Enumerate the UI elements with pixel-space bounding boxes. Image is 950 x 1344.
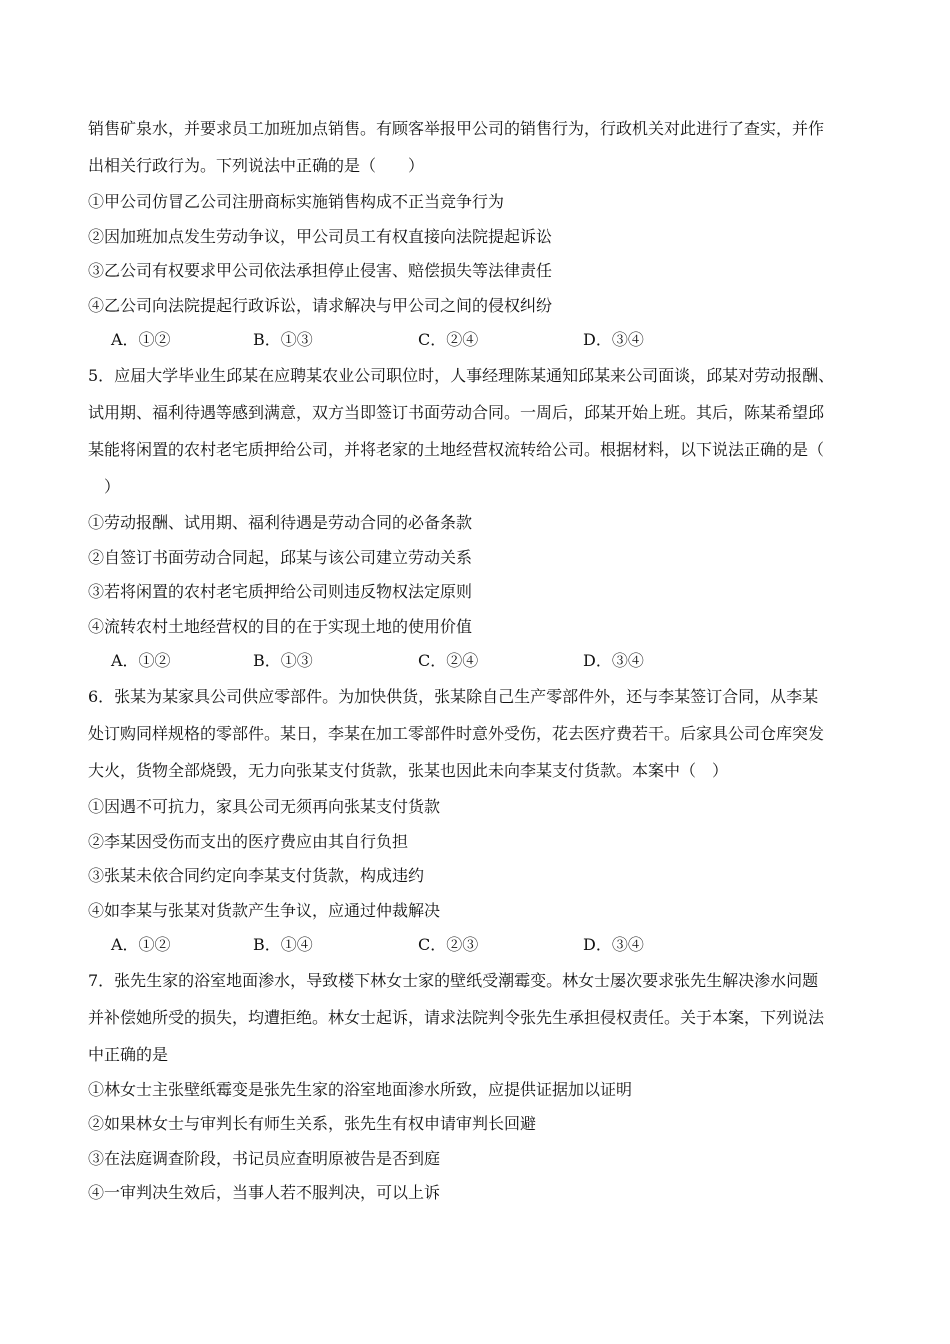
q6-stem-line-3: 大火，货物全部烧毁，无力向张某支付货款，张某也因此未向李某支付货款。本案中（ ） [88, 761, 729, 780]
q4-option-b: B．①③ [253, 330, 313, 349]
q5-stem-line-3: 某能将闲置的农村老宅质押给公司，并将老家的土地经营权流转给公司。根据材料，以下说法正确的是（ [88, 440, 825, 459]
q6-option-a: A．①② [111, 935, 171, 954]
q5-option-a: A．①② [111, 651, 171, 670]
q7-stem-line-1: 7．张先生家的浴室地面渗水，导致楼下林女士家的壁纸受潮霉变。林女士屡次要求张先生解决渗水问题 [88, 971, 819, 990]
q7-statement-4: ④一审判决生效后，当事人若不服判决，可以上诉 [88, 1183, 441, 1202]
q4-statement-3: ③乙公司有权要求甲公司依法承担停止侵害、赔偿损失等法律责任 [88, 261, 553, 280]
q4-option-c: C．②④ [418, 330, 479, 349]
q4-option-a: A．①② [111, 330, 171, 349]
q5-stem-line-4: ） [88, 477, 121, 496]
q4-stem-line-2: 出相关行政行为。下列说法中正确的是（ ） [88, 156, 425, 175]
q6-option-d: D．③④ [583, 935, 644, 954]
q7-stem-line-2: 并补偿她所受的损失，均遭拒绝。林女士起诉，请求法院判令张先生承担侵权责任。关于本案，下列说法 [88, 1008, 825, 1027]
q5-statement-2: ②自签订书面劳动合同起，邱某与该公司建立劳动关系 [88, 548, 473, 567]
q5-option-b: B．①③ [253, 651, 313, 670]
q4-stem-line-1: 销售矿泉水，并要求员工加班加点销售。有顾客举报甲公司的销售行为，行政机关对此进行了查实，并作 [88, 119, 825, 138]
q6-stem-line-1: 6．张某为某家具公司供应零部件。为加快供货，张某除自己生产零部件外，还与李某签订合同，从李某 [88, 687, 819, 706]
q6-statement-2: ②李某因受伤而支出的医疗费应由其自行负担 [88, 832, 409, 851]
q4-statement-4: ④乙公司向法院提起行政诉讼，请求解决与甲公司之间的侵权纠纷 [88, 296, 553, 315]
q7-statement-3: ③在法庭调查阶段，书记员应查明原被告是否到庭 [88, 1149, 441, 1168]
q4-statement-2: ②因加班加点发生劳动争议，甲公司员工有权直接向法院提起诉讼 [88, 227, 553, 246]
q5-stem-line-2: 试用期、福利待遇等感到满意，双方当即签订书面劳动合同。一周后，邱某开始上班。其后，陈某希望邱 [88, 403, 825, 422]
q6-statement-1: ①因遇不可抗力，家具公司无须再向张某支付货款 [88, 797, 441, 816]
q4-option-d: D．③④ [583, 330, 644, 349]
q5-statement-3: ③若将闲置的农村老宅质押给公司则违反物权法定原则 [88, 582, 473, 601]
q4-statement-1: ①甲公司仿冒乙公司注册商标实施销售构成不正当竞争行为 [88, 192, 505, 211]
q7-statement-2: ②如果林女士与审判长有师生关系，张先生有权申请审判长回避 [88, 1114, 537, 1133]
q6-option-c: C．②③ [418, 935, 479, 954]
q5-statement-1: ①劳动报酬、试用期、福利待遇是劳动合同的必备条款 [88, 513, 473, 532]
q5-option-c: C．②④ [418, 651, 479, 670]
q5-statement-4: ④流转农村土地经营权的目的在于实现土地的使用价值 [88, 617, 473, 636]
q5-option-d: D．③④ [583, 651, 644, 670]
q6-statement-3: ③张某未依合同约定向李某支付货款，构成违约 [88, 866, 425, 885]
q6-stem-line-2: 处订购同样规格的零部件。某日，李某在加工零部件时意外受伤，花去医疗费若干。后家具公司仓库突发 [88, 724, 825, 743]
q6-statement-4: ④如李某与张某对货款产生争议，应通过仲裁解决 [88, 901, 441, 920]
q6-option-b: B．①④ [253, 935, 313, 954]
q7-stem-line-3: 中正确的是 [88, 1045, 169, 1064]
q7-statement-1: ①林女士主张壁纸霉变是张先生家的浴室地面渗水所致，应提供证据加以证明 [88, 1080, 633, 1099]
q5-stem-line-1: 5．应届大学毕业生邱某在应聘某农业公司职位时，人事经理陈某通知邱某来公司面谈，邱某对劳动报酬、 [88, 366, 835, 385]
